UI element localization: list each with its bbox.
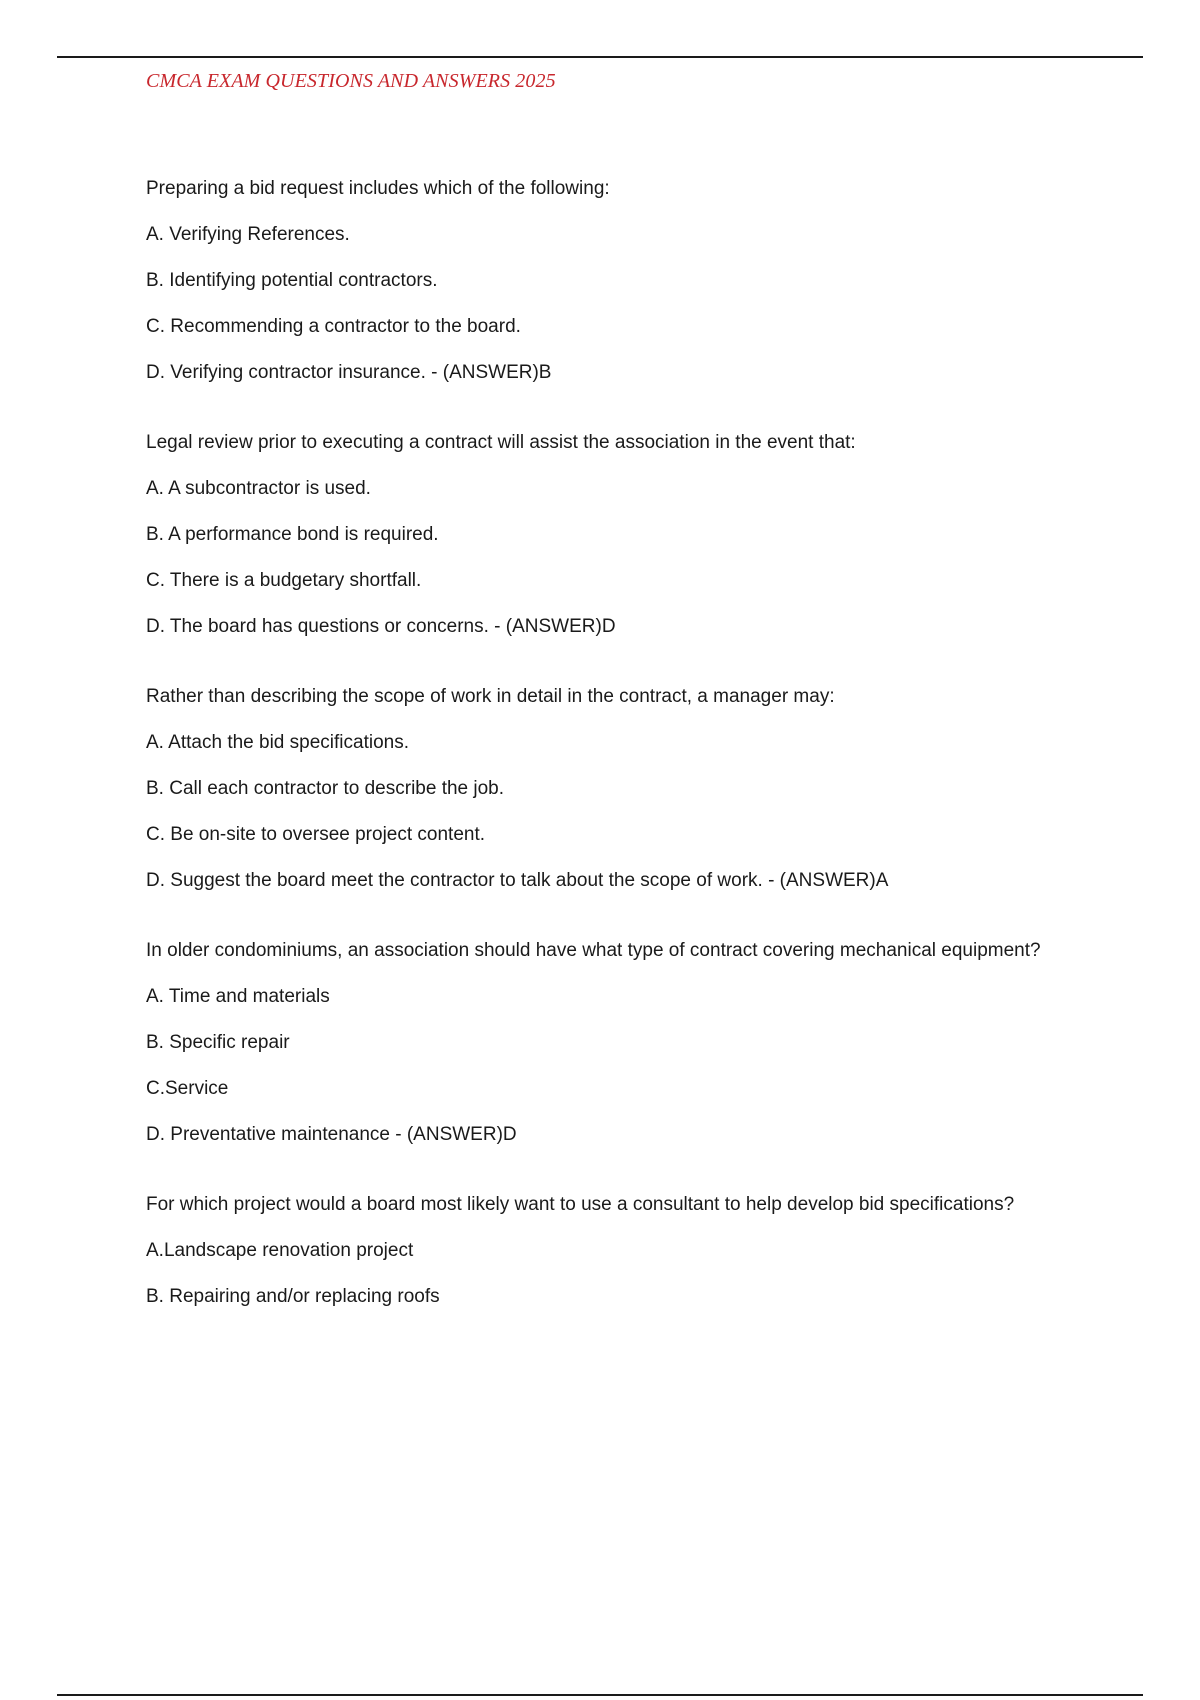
question-text: Rather than describing the scope of work in detail in the contract, a manager may: <box>146 686 835 707</box>
option-c: C.Service <box>146 1078 229 1099</box>
question-text: For which project would a board most likely want to use a consultant to help develop bid specifications? <box>146 1194 1015 1215</box>
question-text: Legal review prior to executing a contract will assist the association in the event that: <box>146 432 856 453</box>
question-5 <box>146 1192 1096 1310</box>
footer-rule <box>57 1694 1143 1696</box>
document-title: CMCA EXAM QUESTIONS AND ANSWERS 2025 <box>146 70 556 92</box>
option-c: C. Be on-site to oversee project content. <box>146 824 486 845</box>
question-3 <box>146 684 1096 894</box>
question-text: Preparing a bid request includes which of the following: <box>146 178 610 199</box>
option-c: C. There is a budgetary shortfall. <box>146 570 422 591</box>
header-rule <box>57 56 1143 58</box>
question-1 <box>146 176 1096 386</box>
question-4 <box>146 938 1096 1148</box>
option-a: A. A subcontractor is used. <box>146 478 371 499</box>
question-2 <box>146 430 1096 640</box>
option-c: C. Recommending a contractor to the board. <box>146 316 521 337</box>
option-a: A. Verifying References. <box>146 224 350 245</box>
option-d-with-answer: D. Suggest the board meet the contractor to talk about the scope of work. - (ANSWER)A <box>146 870 889 891</box>
option-d-with-answer: D. Verifying contractor insurance. - (ANSWER)B <box>146 362 552 383</box>
option-d-with-answer: D. Preventative maintenance - (ANSWER)D <box>146 1124 517 1145</box>
option-b: B. Repairing and/or replacing roofs <box>146 1286 440 1307</box>
option-a: A.Landscape renovation project <box>146 1240 414 1261</box>
option-d-with-answer: D. The board has questions or concerns. - (ANSWER)D <box>146 616 616 637</box>
option-a: A. Time and materials <box>146 986 330 1007</box>
option-b: B. Identifying potential contractors. <box>146 270 438 291</box>
option-b: B. A performance bond is required. <box>146 524 439 545</box>
question-text: In older condominiums, an association should have what type of contract covering mechanical equipment? <box>146 940 1041 961</box>
option-a: A. Attach the bid specifications. <box>146 732 409 753</box>
option-b: B. Call each contractor to describe the job. <box>146 778 505 799</box>
question-list <box>146 176 1096 1354</box>
option-b: B. Specific repair <box>146 1032 290 1053</box>
